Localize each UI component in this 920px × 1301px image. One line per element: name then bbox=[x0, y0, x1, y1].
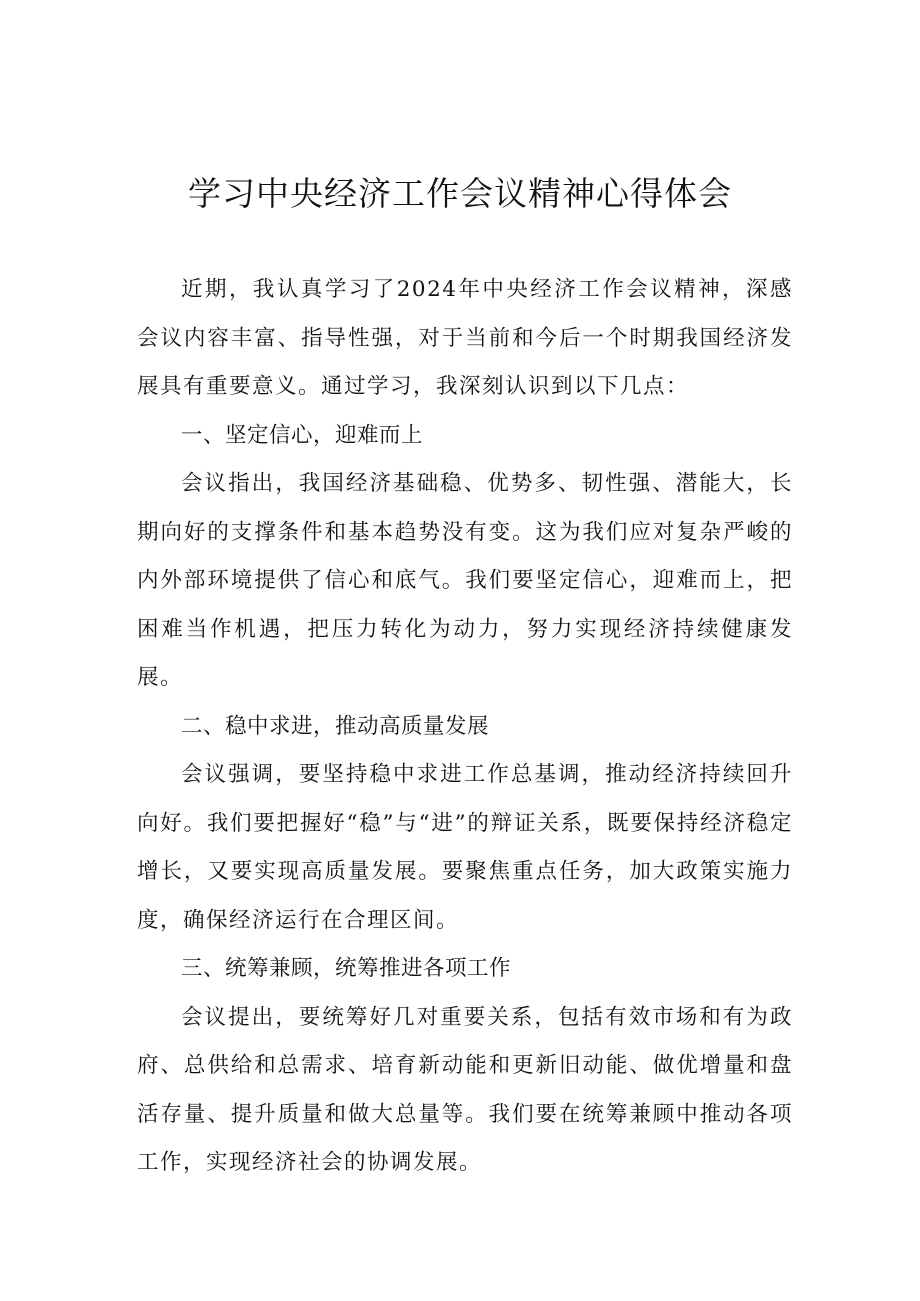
section-3-heading: 三、统筹兼顾，统筹推进各项工作 bbox=[181, 956, 512, 981]
section-2-heading: 二、稳中求进，推动高质量发展 bbox=[181, 713, 490, 739]
section-3-paragraph: 会议提出，要统筹好几对重要关系，包括有效市场和有为政府、总供给和总需求、培育新动能和更新旧动能、做优增量和盘活存量、提升质量和做大总量等。我们要在统筹兼顾中推动各项工作，实现经济社会的协调发展。 bbox=[137, 1004, 793, 1175]
section-2-paragraph: 会议强调，要坚持稳中求进工作总基调，推动经济持续回升向好。我们要把握好“稳”与“进”的辩证关系，既要保持经济稳定增长，又要实现高质量发展。要聚焦重点任务，加大政策实施力度，确保经济运行在合理区间。 bbox=[137, 762, 793, 933]
section-1-heading: 一、坚定信心，迎难而上 bbox=[181, 422, 424, 448]
document-title: 学习中央经济工作会议精神心得体会 bbox=[188, 174, 732, 213]
section-1-paragraph: 会议指出，我国经济基础稳、优势多、韧性强、潜能大，长期向好的支撑条件和基本趋势没有变。这为我们应对复杂严峻的内外部环境提供了信心和底气。我们要坚定信心，迎难而上，把困难当作机遇，把压力转化为动力，努力实现经济持续健康发展。 bbox=[137, 471, 793, 690]
intro-paragraph: 近期，我认真学习了2024年中央经济工作会议精神，深感会议内容丰富、指导性强，对于当前和今后一个时期我国经济发展具有重要意义。通过学习，我深刻认识到以下几点： bbox=[137, 277, 793, 399]
document-body bbox=[137, 266, 793, 1188]
